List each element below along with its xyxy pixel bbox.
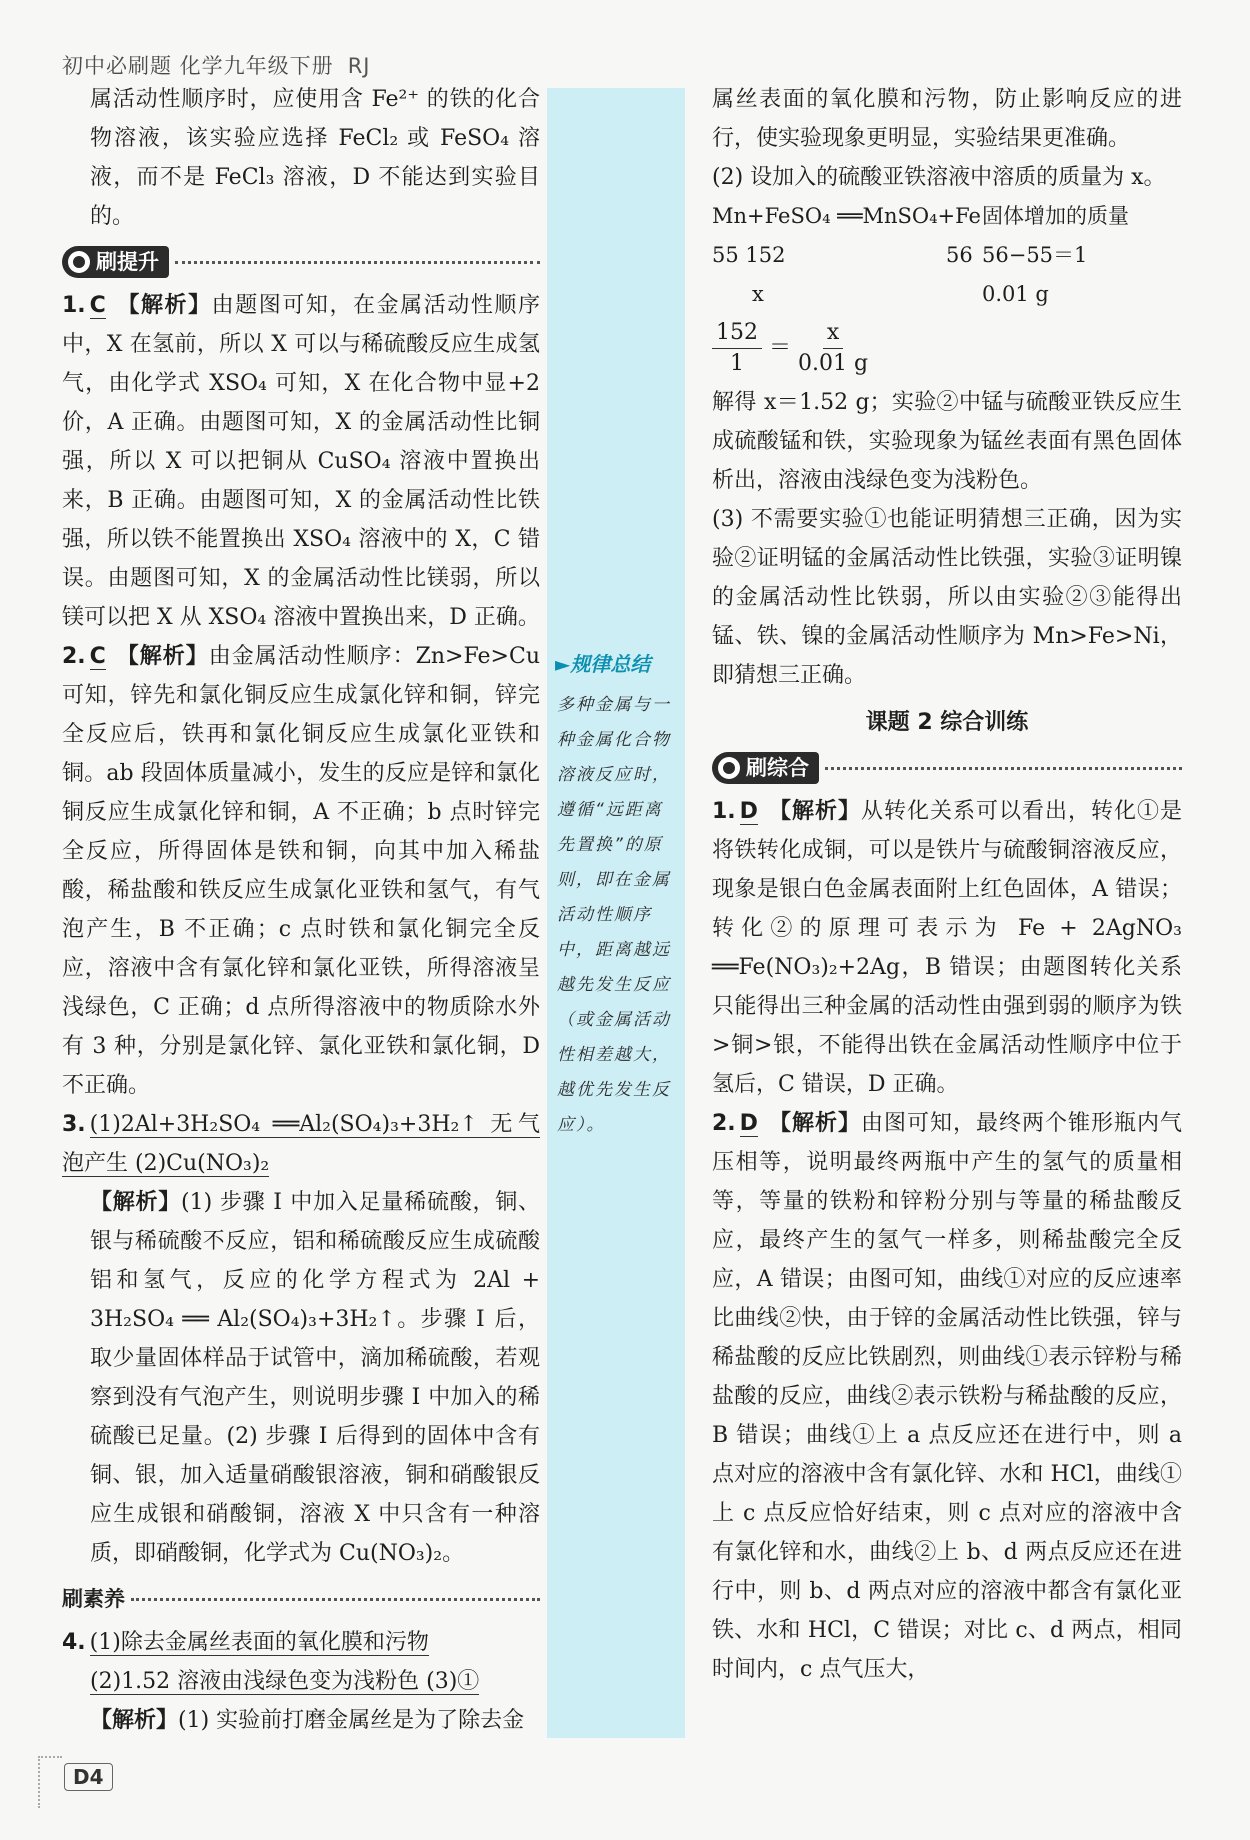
- analysis-tag: 【解析】: [115, 644, 209, 669]
- question-4-analysis: [62, 1701, 540, 1740]
- fraction-denominator: 1: [730, 351, 744, 376]
- equation-text: 0.01 g: [982, 282, 1049, 306]
- question-number: 3.: [62, 1112, 86, 1137]
- rule-summary-note: 多种金属与一种金属化合物溶液反应时，遵循“远距离先置换”的原则，即在金属活动性顺序中，距离越远越先发生反应（或金属活动性相差越大，越优先发生反应）。: [557, 695, 671, 1135]
- analysis-text: 由金属活动性顺序：Zn>Fe>Cu 可知，锌先和氯化铜反应生成氯化锌和铜，锌完全反应后，铁再和氯化铜反应生成氯化亚铁和铜。ab 段固体质量减小，发生的反应是锌和氯化铜反应生成氯化锌和铜，A 不正确；b 点时锌完全反应，所得固体是铁和铜，向其中加入稀盐酸，稀盐酸和铁反应生成氯化亚铁和氢气，有气泡产生，B 不正确；c 点时铁和氯化铜完全反应，溶液中含有氯化锌和氯化亚铁，所得溶液呈浅绿色，C 正确；d 点所得溶液中的物质除水外有 3 种，分别是氯化锌、氯化亚铁和氯化铜，D 不正确。: [62, 644, 540, 1098]
- right-para-3: 解得 x＝1.52 g；实验②中锰与硫酸亚铁反应生成硫酸锰和铁，实验现象为锰丝表面有黑色固体析出，溶液由浅绿色变为浅粉色。: [712, 390, 1182, 493]
- page-header: [62, 50, 370, 80]
- equation-text: 固体增加的质量: [982, 204, 1129, 228]
- analysis-tag: 【解析】: [115, 293, 212, 318]
- question-2: [62, 637, 540, 1105]
- header-edition: RJ: [347, 54, 371, 78]
- right-para-2: (2) 设加入的硫酸亚铁溶液中溶质的质量为 x。: [712, 165, 1166, 190]
- section-label: 刷综合: [746, 755, 809, 780]
- equation-text: 56−55＝1: [982, 243, 1088, 267]
- equation-text: 56: [946, 243, 973, 267]
- question-number: 1.: [62, 293, 86, 318]
- corner-mark: [38, 1756, 62, 1808]
- equation-row: [712, 236, 1182, 275]
- analysis-text: 从转化关系可以看出，转化①是将铁转化成铜，可以是铁片与硫酸铜溶液反应，现象是银白色金属表面附上红色固体，A 错误；转化②的原理可表示为 Fe + 2AgNO₃ ══Fe(NO₃)₂+2Ag，B 错误；由题图转化关系只能得出三种金属的活动性由强到弱的顺序为铁>铜>银，不能得出铁在金属活动性顺序中位于氢后，C 错误，D 正确。: [712, 799, 1182, 1097]
- question-number: 4.: [62, 1630, 86, 1655]
- section-shua-suyang: [62, 1579, 540, 1619]
- analysis-tag: 【解析】: [90, 1708, 179, 1733]
- answer-letter: C: [89, 644, 106, 669]
- answer-letter: D: [739, 799, 758, 824]
- equation-row: [712, 275, 1182, 314]
- equals-sign: ＝: [769, 335, 792, 361]
- brush-icon: [68, 251, 90, 273]
- page-number: D4: [64, 1763, 113, 1791]
- section-shua-tisheng: [62, 242, 540, 282]
- section-badge: [712, 752, 819, 784]
- answer-text: (1)2Al+3H₂SO₄ ══Al₂(SO₄)₃+3H₂↑ 无气泡产生 (2)Cu(NO₃)₂: [62, 1112, 540, 1176]
- answer-letter: C: [89, 293, 106, 318]
- right-column: [712, 80, 1182, 1689]
- section-label: 刷素养: [62, 1586, 125, 1611]
- left-column: [62, 80, 540, 1740]
- fraction-numerator: 152: [712, 318, 762, 349]
- question-3: [62, 1105, 540, 1183]
- brush-icon: [718, 757, 740, 779]
- answer-text: (1)除去金属丝表面的氧化膜和污物: [89, 1630, 429, 1655]
- right-para-1: 属丝表面的氧化膜和污物，防止影响反应的进行，使实验现象更明显，实验结果更准确。: [712, 87, 1182, 151]
- question-4-answer-2: [62, 1662, 540, 1701]
- analysis-text: 由题图可知，在金属活动性顺序中，X 在氢前，所以 X 可以与稀硫酸反应生成氢气，由化学式 XSO₄ 可知，X 在化合物中显+2 价，A 正确。由题图可知，X 的金属活动性比铜强，所以 X 可以把铜从 CuSO₄ 溶液中置换出来，B 正确。由题图可知，X 的金属活动性比铁强，所以铁不能置换出 XSO₄ 溶液中的 X，C 错误。由题图可知，X 的金属活动性比镁弱，所以镁可以把 X 从 XSO₄ 溶液中置换出来，D 正确。: [62, 293, 540, 630]
- tip-sidebar: [547, 88, 685, 1738]
- review-question-2: [712, 1104, 1182, 1689]
- answer-text: (2)1.52 溶液由浅绿色变为浅粉色 (3)①: [90, 1669, 480, 1694]
- equation-row: [712, 197, 1182, 236]
- analysis-tag: 【解析】: [767, 799, 861, 824]
- equation-text: Mn+FeSO₄ ══MnSO₄+Fe: [712, 204, 981, 228]
- analysis-text: (1) 实验前打磨金属丝是为了除去金: [178, 1708, 525, 1733]
- answer-letter: D: [739, 1111, 758, 1136]
- equation-text: 55 152: [712, 243, 786, 267]
- analysis-text: 由图可知，最终两个锥形瓶内气压相等，说明最终两瓶中产生的氢气的质量相等，等量的铁粉和锌粉分别与等量的稀盐酸反应，最终产生的氢气一样多，则稀盐酸完全反应，A 错误；由图可知，曲线①对应的反应速率比曲线②快，由于锌的金属活动性比铁强，锌与稀盐酸的反应比铁剧烈，则曲线①表示锌粉与稀盐酸的反应，曲线②表示铁粉与稀盐酸的反应，B 错误；曲线①上 a 点反应还在进行中，则 a 点对应的溶液中含有氯化锌、水和 HCl，曲线①上 c 点反应恰好结束，则 c 点对应的溶液中含有氯化锌和水，曲线②上 b、d 两点反应还在进行中，则 b、d 两点对应的溶液中都含有氯化亚铁、水和 HCl，C 错误；对比 c、d 两点，相同时间内，c 点气压大，: [712, 1111, 1182, 1682]
- left-intro: 属活动性顺序时，应使用含 Fe²⁺ 的铁的化合物溶液，该实验应选择 FeCl₂ 或 FeSO₄ 溶液，而不是 FeCl₃ 溶液，D 不能达到实验目的。: [90, 87, 540, 229]
- fraction-denominator: 0.01 g: [798, 351, 869, 376]
- section-shua-zonghe: [712, 748, 1182, 788]
- lesson-title: 课题 2 综合训练: [865, 710, 1029, 735]
- rule-summary-heading: ►规律总结: [555, 652, 651, 676]
- equation-block: [712, 197, 1182, 379]
- question-3-analysis: [62, 1183, 540, 1573]
- dotted-rule: [131, 1598, 540, 1601]
- review-question-1: [712, 792, 1182, 1104]
- analysis-text: (1) 步骤 Ⅰ 中加入足量稀硫酸，铜、银与稀硫酸不反应，铝和稀硫酸反应生成硫酸铝和氢气，反应的化学方程式为 2Al + 3H₂SO₄ ══ Al₂(SO₄)₃+3H₂↑。步骤 Ⅰ 后，取少量固体样品于试管中，滴加稀硫酸，若观察到没有气泡产生，则说明步骤 Ⅰ 中加入的稀硫酸已足量。(2) 步骤 Ⅰ 后得到的固体中含有铜、银，加入适量硝酸银溶液，铜和硝酸银反应生成银和硝酸铜，溶液 X 中只含有一种溶质，即硝酸铜，化学式为 Cu(NO₃)₂。: [90, 1190, 540, 1566]
- question-4: [62, 1623, 540, 1662]
- equation-text: x: [752, 282, 764, 306]
- dotted-rule: [175, 261, 540, 264]
- dotted-rule: [825, 767, 1182, 770]
- question-number: 1.: [712, 799, 736, 824]
- fraction-left: [712, 318, 762, 379]
- fraction-numerator: x: [823, 318, 843, 349]
- question-1: [62, 286, 540, 637]
- header-title: 初中必刷题 化学九年级下册: [62, 54, 334, 78]
- proportion: [712, 318, 1182, 379]
- question-number: 2.: [62, 644, 86, 669]
- fraction-right: [798, 318, 868, 379]
- question-number: 2.: [712, 1111, 736, 1136]
- section-label: 刷提升: [96, 249, 159, 274]
- analysis-tag: 【解析】: [90, 1190, 182, 1215]
- analysis-tag: 【解析】: [767, 1111, 861, 1136]
- right-para-4: (3) 不需要实验①也能证明猜想三正确，因为实验②证明锰的金属活动性比铁强，实验③证明镍的金属活动性比铁弱，所以由实验②③能得出锰、铁、镍的金属活动性顺序为 Mn>Fe>Ni，即猜想三正确。: [712, 507, 1182, 688]
- section-badge: [62, 246, 169, 278]
